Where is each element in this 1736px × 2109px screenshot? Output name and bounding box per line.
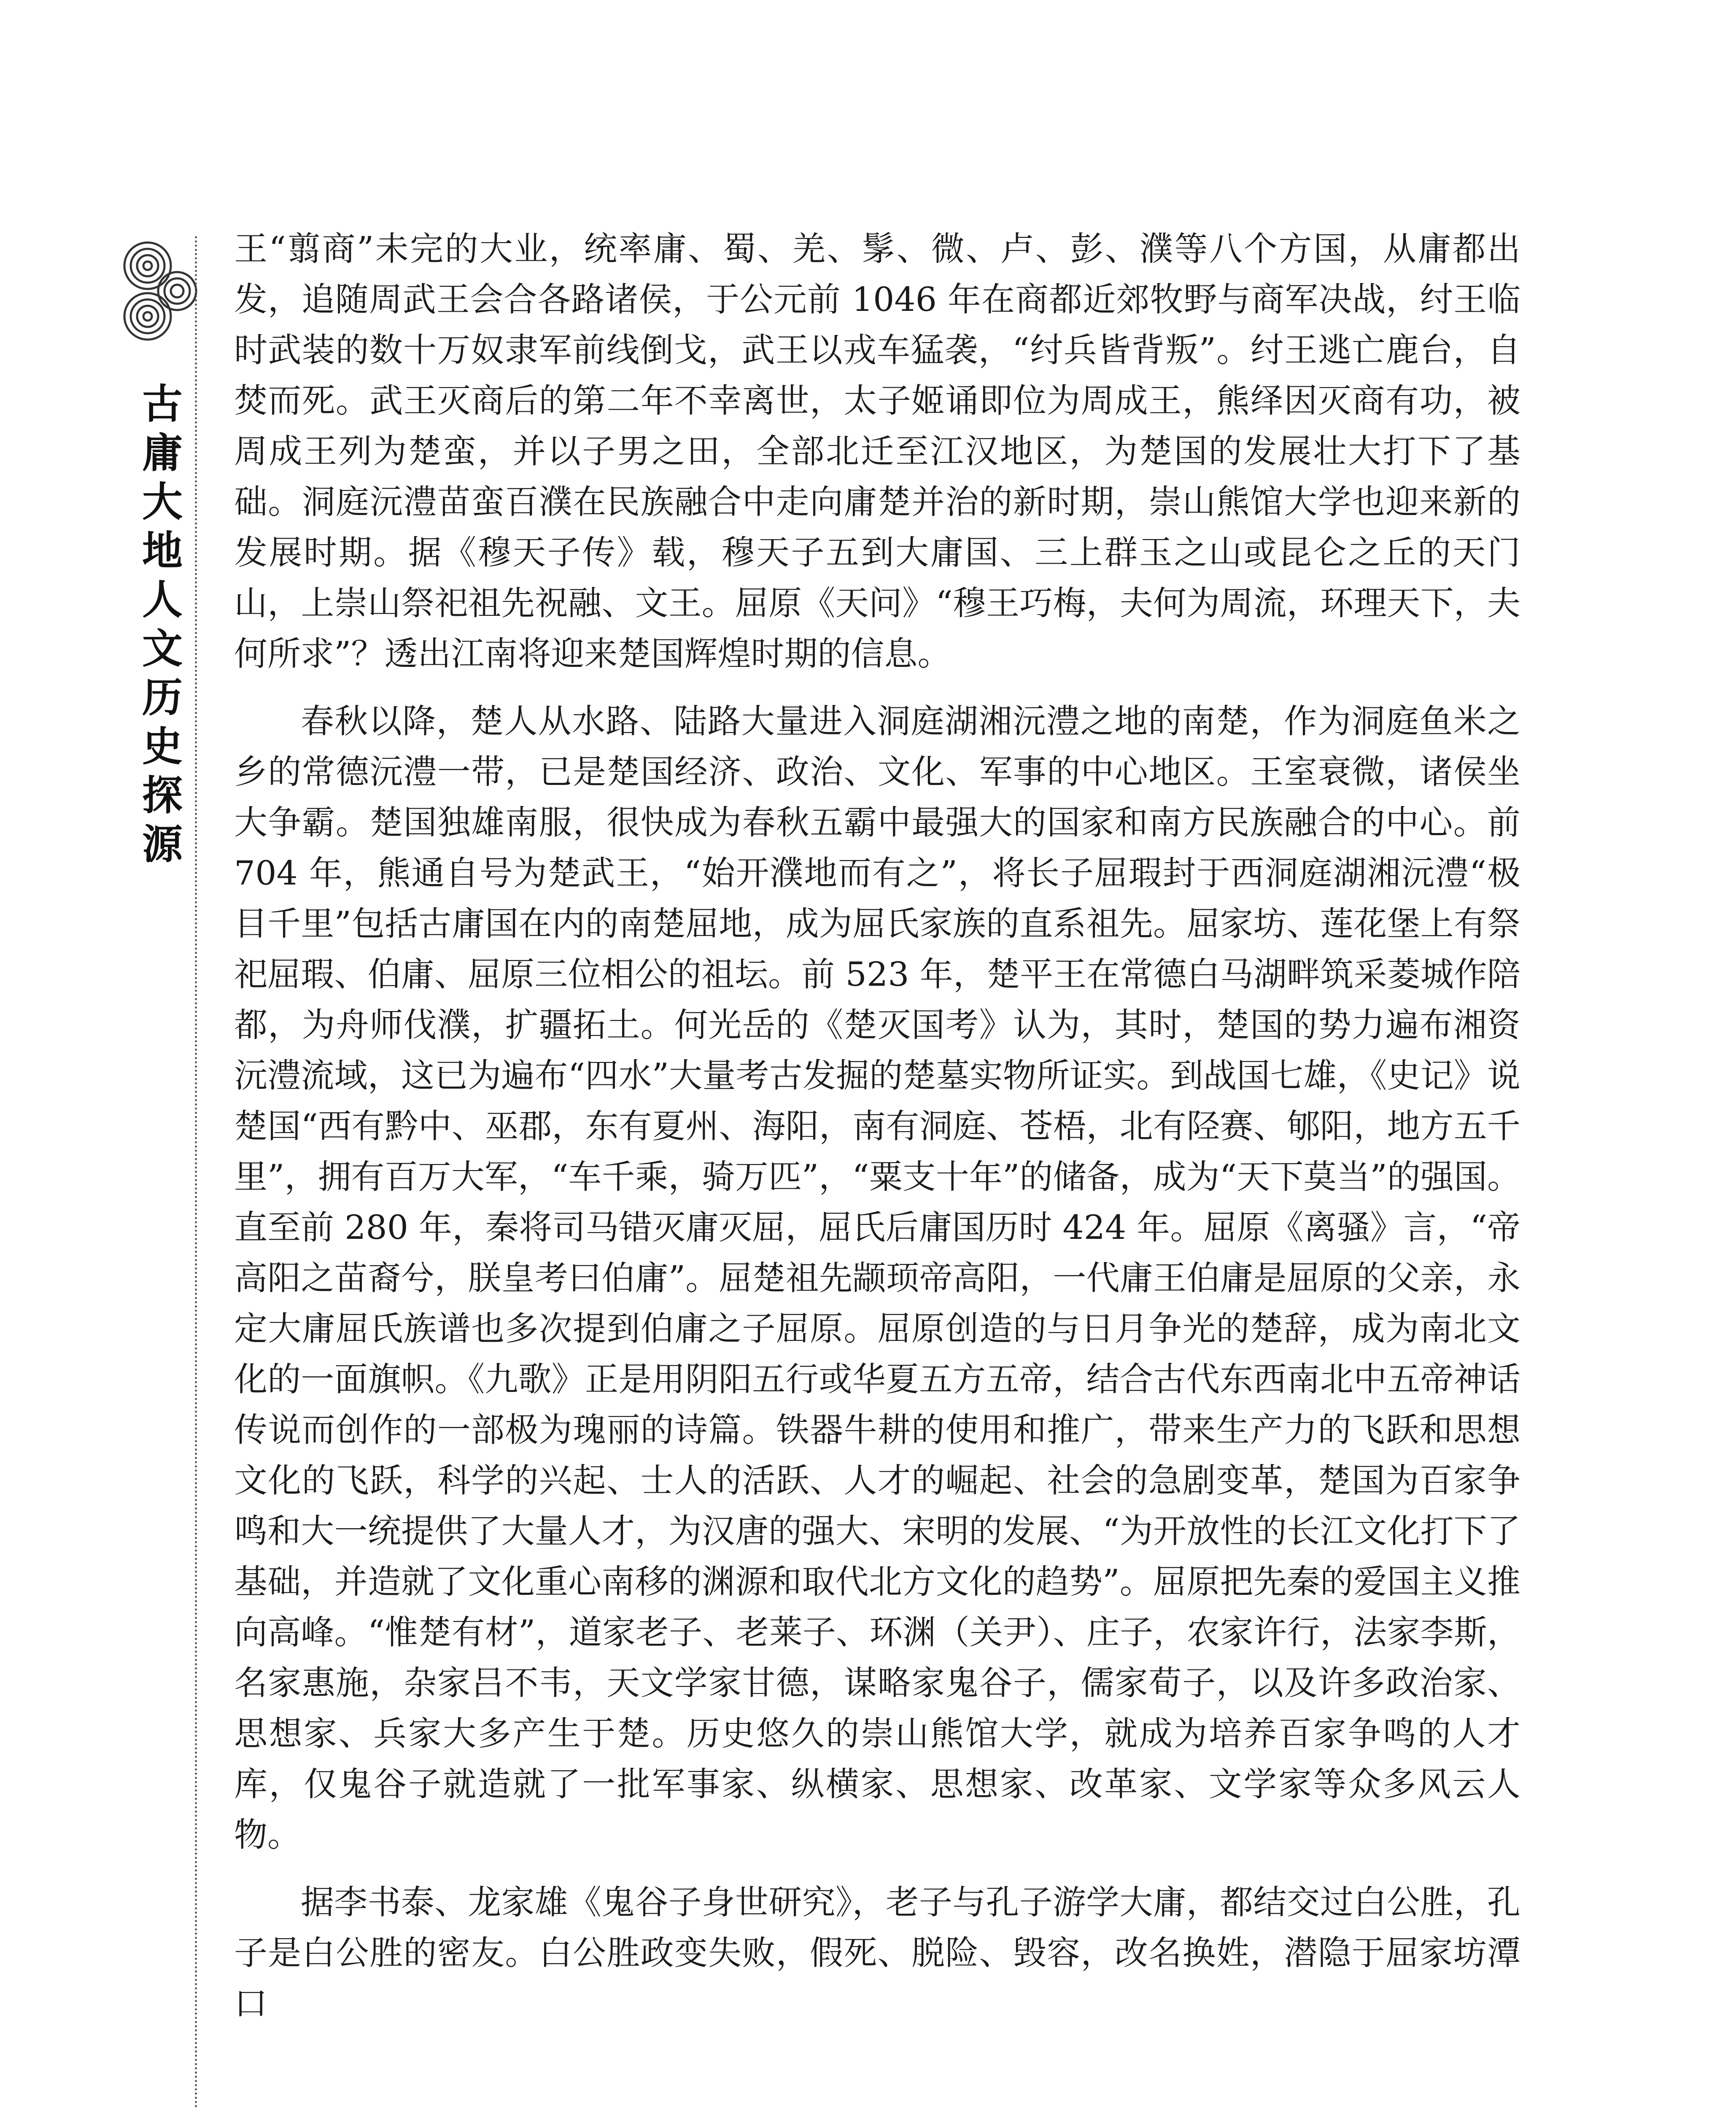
- paragraph-3: 据李书泰、龙家雄《鬼谷子身世研究》，老子与孔子游学大庸，都结交过白公胜，孔子是白公胜的密友。白公胜政变失败，假死、脱险、毁容，改名换姓，潜隐于屈家坊潭口: [234, 1883, 1520, 2023]
- margin-divider: [195, 236, 197, 2109]
- body-text: [234, 224, 1520, 2029]
- spiral-scroll-ornament-icon: [122, 236, 198, 346]
- paragraph-2: 春秋以降，楚人从水路、陆路大量进入洞庭湖湘沅澧之地的南楚，作为洞庭鱼米之乡的常德沅澧一带，已是楚国经济、政治、文化、军事的中心地区。王室衰微，诸侯坐大争霸。楚国独雄南服，很快成为春秋五霸中最强大的国家和南方民族融合的中心。前 704 年，熊通自号为楚武王，“始开濮地而有之”，将长子屈瑕封于西洞庭湖湘沅澧“极目千里”包括古庸国在内的南楚屈地，成为屈氏家族的直系祖先。屈家坊、莲花堡上有祭祀屈瑕、伯庸、屈原三位相公的祖坛。前 523 年，楚平王在常德白马湖畔筑采菱城作陪都，为舟师伐濮，扩疆拓土。何光岳的《楚灭国考》认为，其时，楚国的势力遍布湘资沅澧流域，这已为遍布“四水”大量考古发掘的楚墓实物所证实。到战国七雄，《史记》说楚国“西有黔中、巫郡，东有夏州、海阳，南有洞庭、苍梧，北有陉赛、郇阳，地方五千里”，拥有百万大军，“车千乘，骑万匹”，“粟支十年”的储备，成为“天下莫当”的强国。直至前 280 年，秦将司马错灭庸灭屈，屈氏后庸国历时 424 年。屈原《离骚》言，“帝高阳之苗裔兮，朕皇考曰伯庸”。屈楚祖先颛顼帝高阳，一代庸王伯庸是屈原的父亲，永定大庸屈氏族谱也多次提到伯庸之子屈原。屈原创造的与日月争光的楚辞，成为南北文化的一面旗帜。《九歌》正是用阴阳五行或华夏五方五帝，结合古代东西南北中五帝神话传说而创作的一部极为瑰丽的诗篇。铁器牛耕的使用和推广，带来生产力的飞跃和思想文化的飞跃，科学的兴起、士人的活跃、人才的崛起、社会的急剧变革，楚国为百家争鸣和大一统提供了大量人才，为汉唐的强大、宋明的发展、“为开放性的长江文化打下了基础，并造就了文化重心南移的渊源和取代北方文化的趋势”。屈原把先秦的爱国主义推向高峰。“惟楚有材”，道家老子、老莱子、环渊（关尹）、庄子，农家许行，法家李斯，名家惠施，杂家吕不韦，天文学家甘德，谋略家鬼谷子，儒家荀子，以及许多政治家、思想家、兵家大多产生于楚。历史悠久的崇山熊馆大学，就成为培养百家争鸣的人才库，仅鬼谷子就造就了一批军事家、纵横家、思想家、改革家、文学家等众多风云人物。: [234, 702, 1520, 1854]
- paragraph-1: 王“翦商”未完的大业，统率庸、蜀、羌、髳、微、卢、彭、濮等八个方国，从庸都出发，追随周武王会合各路诸侯，于公元前 1046 年在商都近郊牧野与商军决战，纣王临时武装的数十万奴隶军前线倒戈，武王以戎车猛袭，“纣兵皆背叛”。纣王逃亡鹿台，自焚而死。武王灭商后的第二年不幸离世，太子姬诵即位为周成王，熊绎因灭商有功，被周成王列为楚蛮，并以子男之田，全部北迁至江汉地区，为楚国的发展壮大打下了基础。洞庭沅澧苗蛮百濮在民族融合中走向庸楚并治的新时期，崇山熊馆大学也迎来新的发展时期。据《穆天子传》载，穆天子五到大庸国、三上群玉之山或昆仑之丘的天门山，上崇山祭祀祖先祝融、文王。屈原《天问》“穆王巧梅，夫何为周流，环理天下，夫何所求”？透出江南将迎来楚国辉煌时期的信息。: [234, 229, 1520, 673]
- book-title-vertical: 古庸大地人文历史探源: [142, 380, 183, 868]
